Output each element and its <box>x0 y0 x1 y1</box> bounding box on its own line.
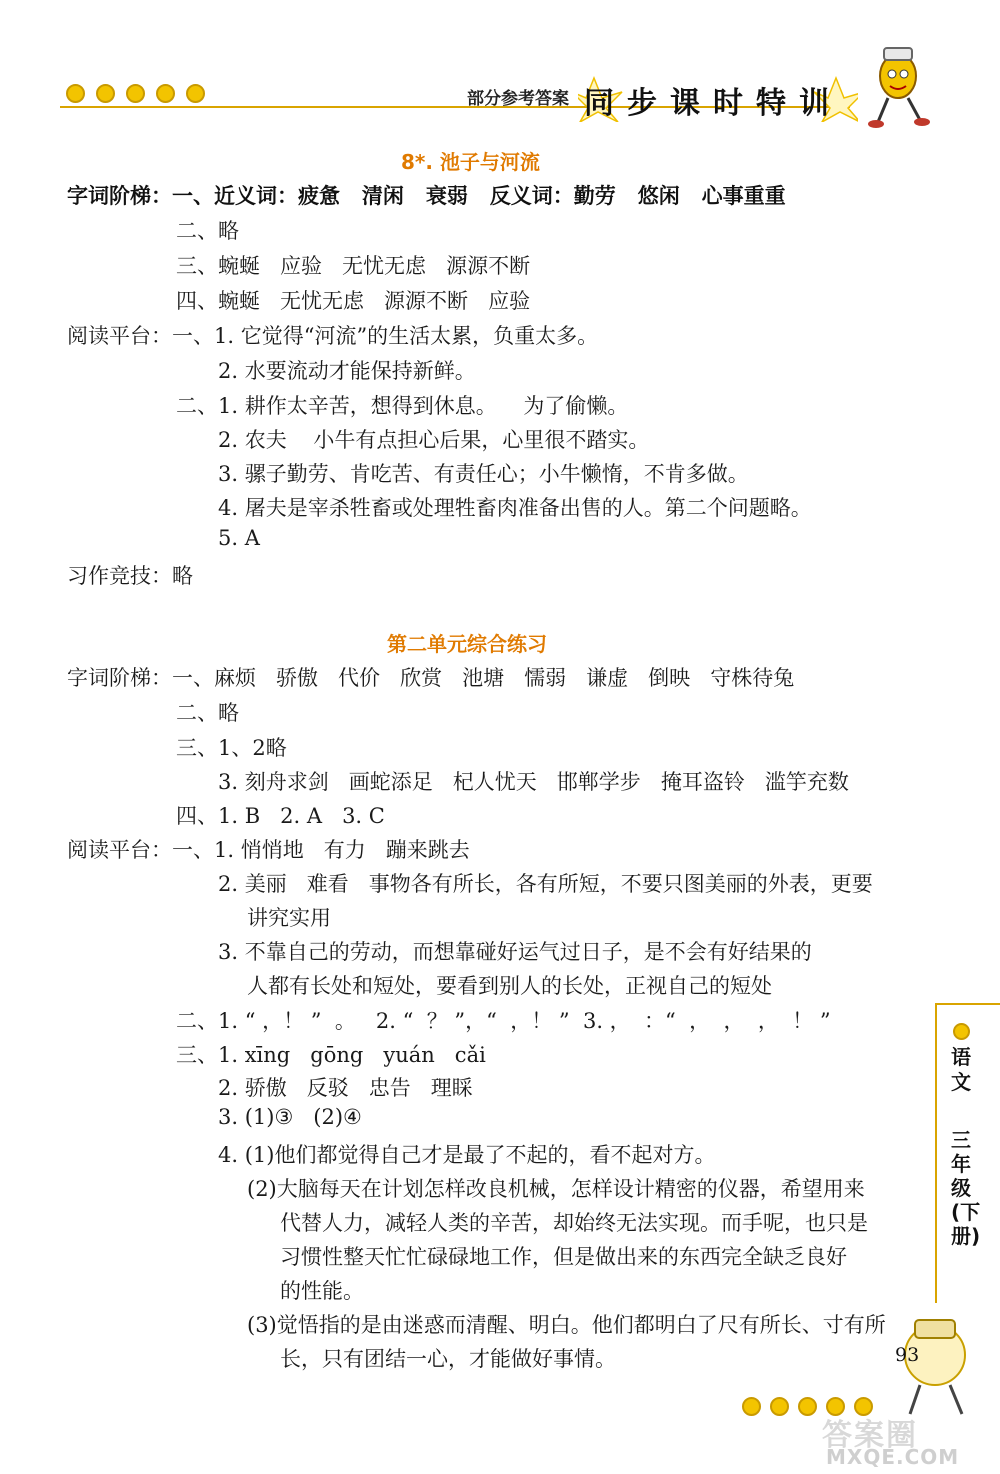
dot-icon <box>798 1397 817 1416</box>
answer-line: 四、1. B 2. A 3. C <box>176 804 385 828</box>
side-tab-rule <box>935 1003 1000 1005</box>
answer-line: 习作竞技：略 <box>67 564 193 588</box>
dot-icon <box>156 84 175 103</box>
dot-icon <box>126 84 145 103</box>
answer-line: 习惯性整天忙忙碌碌地工作，但是做出来的东西完全缺乏良好 <box>280 1245 847 1269</box>
dot-icon <box>770 1397 789 1416</box>
dot-icon <box>96 84 115 103</box>
answer-line: 三、1. xīng gōng yuán cǎi <box>176 1043 486 1067</box>
answer-line: 2. 农夫 小牛有点担心后果，心里很不踏实。 <box>218 428 650 452</box>
section-heading-1: 8*. 池子与河流 <box>401 150 540 174</box>
answer-line: 人都有长处和短处，要看到别人的长处，正视自己的短处 <box>247 974 772 998</box>
answer-line: 二、1. “ ，！ ” 。 2. “ ？ ”，“ ，！ ” 3. ， ：“ ， ， ， ！ ” <box>176 1009 831 1033</box>
header-dots <box>66 84 205 103</box>
section-heading-2: 第二单元综合练习 <box>387 632 547 656</box>
side-tab-border <box>935 1003 937 1303</box>
watermark-url: MXQE.COM <box>826 1445 960 1469</box>
answer-line: 二、略 <box>176 701 239 725</box>
answer-line: 阅读平台：一、1. 它觉得“河流”的生活太累，负重太多。 <box>67 324 599 348</box>
answer-line: 3. 刻舟求剑 画蛇添足 杞人忧天 邯郸学步 掩耳盗铃 滥竽充数 <box>218 770 849 794</box>
answer-line: 3. (1)③ (2)④ <box>218 1105 362 1129</box>
dot-icon <box>66 84 85 103</box>
header-sub-label: 部分参考答案 <box>467 89 569 109</box>
answer-line: 的性能。 <box>280 1279 364 1303</box>
side-tab-subject: 语文 <box>951 1045 971 1094</box>
answer-line: 阅读平台：一、1. 悄悄地 有力 蹦来跳去 <box>67 838 470 862</box>
answer-line: 3. 骡子勤劳、肯吃苦、有责任心；小牛懒惰，不肯多做。 <box>218 462 749 486</box>
answer-line: 三、蜿蜒 应验 无忧无虑 源源不断 <box>176 254 531 278</box>
answer-line: 3. 不靠自己的劳动，而想靠碰好运气过日子，是不会有好结果的 <box>218 940 812 964</box>
answer-line: 2. 美丽 难看 事物各有所长，各有所短，不要只图美丽的外表，更要 <box>218 872 873 896</box>
pencil-mascot-icon <box>858 44 938 129</box>
answer-line: 三、1、2略 <box>176 736 287 760</box>
side-tab-grade: 三年级(下册) <box>951 1128 981 1248</box>
answer-line: 二、略 <box>176 219 239 243</box>
dot-icon <box>953 1023 970 1040</box>
answer-line: 代替人力，减轻人类的辛苦，却始终无法实现。而手呢，也只是 <box>280 1211 868 1235</box>
answer-line: 2. 水要流动才能保持新鲜。 <box>218 359 476 383</box>
dot-icon <box>742 1397 761 1416</box>
answer-line: 四、蜿蜒 无忧无虑 源源不断 应验 <box>176 289 531 313</box>
page-number: 93 <box>895 1344 920 1366</box>
answer-line: 讲究实用 <box>247 906 331 930</box>
answer-line: (3)觉悟指的是由迷惑而清醒、明白。他们都明白了尺有所长、寸有所 <box>247 1313 886 1337</box>
answer-line: 4. (1)他们都觉得自己才是最了不起的，看不起对方。 <box>218 1143 716 1167</box>
watermark-text: 答案圈 <box>822 1418 918 1453</box>
dot-icon <box>186 84 205 103</box>
answer-line: 字词阶梯：一、近义词：疲惫 清闲 衰弱 反义词：勤劳 悠闲 心事重重 <box>67 184 786 208</box>
answer-line: 字词阶梯：一、麻烦 骄傲 代价 欣赏 池塘 懦弱 谦虚 倒映 守株待兔 <box>67 666 795 690</box>
answer-line: 4. 屠夫是宰杀牲畜或处理牲畜肉准备出售的人。第二个问题略。 <box>218 496 812 520</box>
answer-line: 2. 骄傲 反驳 忠告 理睬 <box>218 1076 473 1100</box>
answer-line: (2)大脑每天在计划怎样改良机械，怎样设计精密的仪器，希望用来 <box>247 1177 865 1201</box>
answer-line: 长，只有团结一心，才能做好事情。 <box>280 1347 616 1371</box>
answer-line: 二、1. 耕作太辛苦，想得到休息。 为了偷懒。 <box>176 394 629 418</box>
answer-line: 5. A <box>218 526 260 550</box>
header-title: 同步课时特训 <box>584 86 842 121</box>
